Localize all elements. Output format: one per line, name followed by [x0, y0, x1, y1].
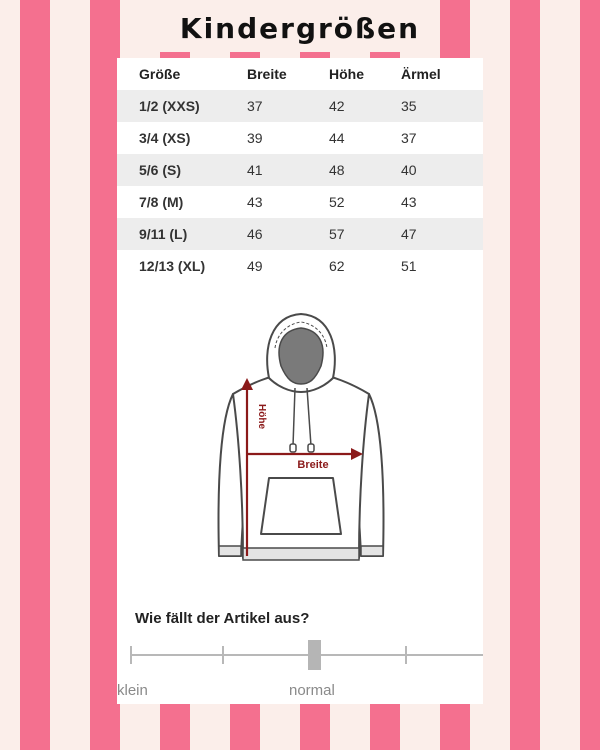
size-chart-card: [117, 58, 483, 704]
table-row: [117, 90, 483, 122]
table-row: [117, 250, 483, 282]
header-breite: Breite: [247, 66, 287, 82]
breite-cell: 43: [247, 194, 263, 210]
page-title: Kindergrößen: [179, 11, 421, 45]
size-cell: 9/11 (L): [139, 226, 188, 242]
table-row: [117, 186, 483, 218]
fit-question: Wie fällt der Artikel aus?: [135, 610, 310, 627]
size-cell: 1/2 (XXS): [139, 98, 200, 114]
slider-thumb[interactable]: [308, 640, 321, 670]
table-header-row: [117, 58, 483, 90]
height-label: Höhe: [256, 404, 267, 429]
size-cell: 7/8 (M): [139, 194, 184, 210]
table-row: [117, 154, 483, 186]
breite-cell: 46: [247, 226, 263, 242]
header-aermel: Ärmel: [401, 66, 441, 82]
hoehe-cell: 52: [329, 194, 345, 210]
aermel-cell: 51: [401, 258, 417, 274]
header-groesse: Größe: [139, 66, 181, 82]
hoodie-diagram: [213, 308, 389, 580]
hoehe-cell: 57: [329, 226, 345, 242]
breite-cell: 39: [247, 130, 263, 146]
size-cell: 5/6 (S): [139, 162, 182, 178]
size-cell: 12/13 (XL): [139, 258, 206, 274]
aermel-cell: 47: [401, 226, 417, 242]
header-hoehe: Höhe: [329, 66, 364, 82]
table-row: [117, 218, 483, 250]
aermel-cell: 43: [401, 194, 417, 210]
table-row: [117, 122, 483, 154]
size-table: [117, 58, 483, 282]
aermel-cell: 37: [401, 130, 417, 146]
aermel-cell: 40: [401, 162, 417, 178]
hoehe-cell: 44: [329, 130, 345, 146]
breite-cell: 37: [247, 98, 263, 114]
fit-label-normal: normal: [289, 682, 335, 699]
title-banner: [160, 0, 440, 52]
aermel-cell: 35: [401, 98, 417, 114]
hoehe-cell: 48: [329, 162, 345, 178]
breite-cell: 41: [247, 162, 263, 178]
fit-slider[interactable]: [117, 640, 483, 670]
width-label: Breite: [297, 459, 329, 471]
hoehe-cell: 62: [329, 258, 345, 274]
hoehe-cell: 42: [329, 98, 345, 114]
fit-label-small: klein: [117, 682, 148, 699]
size-cell: 3/4 (XS): [139, 130, 191, 146]
breite-cell: 49: [247, 258, 263, 274]
